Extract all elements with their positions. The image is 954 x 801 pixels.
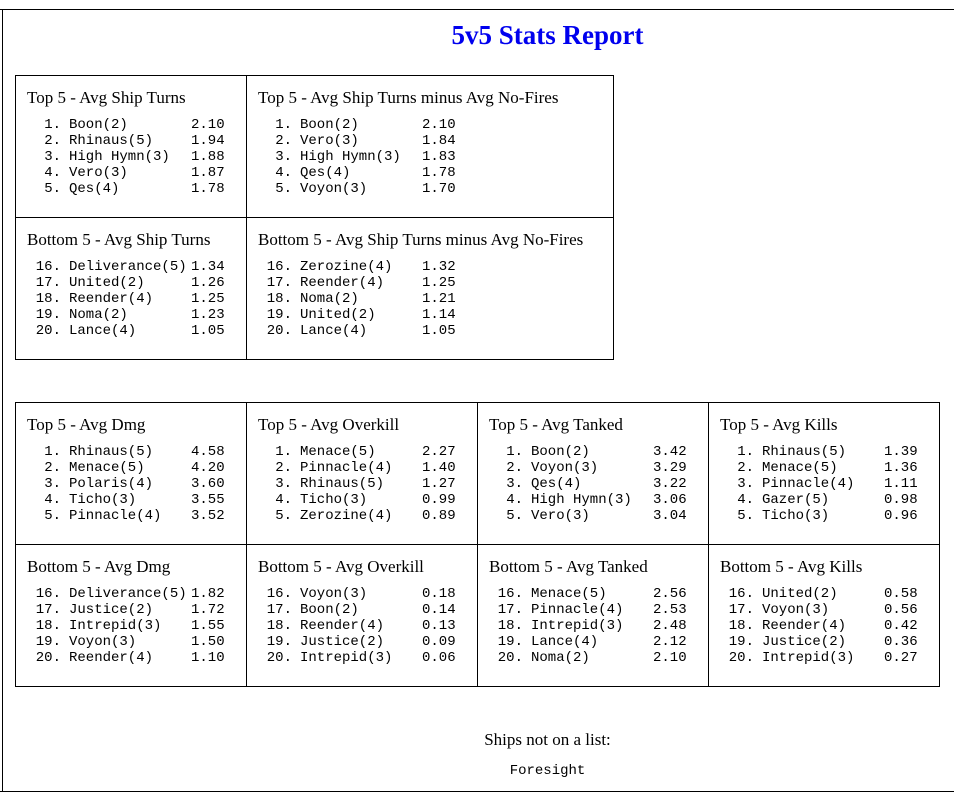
rank-number: 1.	[275, 444, 292, 460]
ship-name: Boon(2)	[300, 117, 359, 133]
page-title: 5v5 Stats Report	[451, 20, 644, 50]
ranking-row	[258, 323, 603, 339]
ranking-row	[258, 307, 603, 323]
ranking-row	[27, 634, 236, 650]
ship-name: Qes(4)	[531, 476, 582, 492]
rank-number: 1.	[275, 117, 292, 133]
ranking-row	[27, 460, 236, 476]
ship-name: Polaris(4)	[69, 476, 154, 492]
ranking-row	[27, 586, 236, 602]
rank-number: 17.	[497, 602, 523, 618]
ship-name: Gazer(5)	[762, 492, 830, 508]
ranking-row	[258, 508, 467, 524]
stat-value: 2.12	[653, 634, 687, 650]
rank-number: 2.	[506, 460, 523, 476]
stat-panel-top-5-avg-dmg	[16, 403, 247, 545]
ship-name: Reender(4)	[762, 618, 847, 634]
ranking-row	[720, 508, 929, 524]
stat-panel-title: Top 5 - Avg Dmg	[27, 415, 146, 434]
rank-number: 18.	[266, 618, 292, 634]
stat-value: 1.87	[191, 165, 225, 181]
rank-number: 17.	[35, 602, 61, 618]
ranking-row	[489, 634, 698, 650]
ranking-row	[489, 586, 698, 602]
stat-value: 1.21	[422, 291, 456, 307]
ship-name: Menace(5)	[531, 586, 607, 602]
ship-name: Menace(5)	[762, 460, 838, 476]
stat-value: 0.09	[422, 634, 456, 650]
rank-number: 1.	[44, 444, 61, 460]
stat-value: 3.29	[653, 460, 687, 476]
stat-value: 3.22	[653, 476, 687, 492]
stat-value: 0.27	[884, 650, 918, 666]
stat-value: 3.42	[653, 444, 687, 460]
ship-name: Lance(4)	[531, 634, 599, 650]
ranking-list	[27, 586, 236, 666]
ranking-row	[27, 259, 236, 275]
ship-name: Ticho(3)	[762, 508, 830, 524]
stat-value: 1.05	[191, 323, 225, 339]
ranking-row	[27, 476, 236, 492]
ship-name: Justice(2)	[69, 602, 154, 618]
ship-name: United(2)	[69, 275, 145, 291]
bottom-divider	[0, 791, 954, 792]
rank-number: 2.	[44, 460, 61, 476]
rank-number: 1.	[44, 117, 61, 133]
stat-value: 2.10	[191, 117, 225, 133]
stat-value: 1.11	[884, 476, 918, 492]
rank-number: 20.	[35, 323, 61, 339]
stat-value: 1.84	[422, 133, 456, 149]
rank-number: 4.	[506, 492, 523, 508]
stat-value: 1.10	[191, 650, 225, 666]
stat-value: 1.27	[422, 476, 456, 492]
ship-name: Menace(5)	[69, 460, 145, 476]
stat-value: 1.23	[191, 307, 225, 323]
rank-number: 17.	[266, 275, 292, 291]
ranking-row	[258, 476, 467, 492]
stat-panel-title: Top 5 - Avg Tanked	[489, 415, 623, 434]
ship-name: High Hymn(3)	[300, 149, 401, 165]
rank-number: 18.	[497, 618, 523, 634]
rank-number: 18.	[266, 291, 292, 307]
ship-name: Menace(5)	[300, 444, 376, 460]
rank-number: 16.	[728, 586, 754, 602]
ranking-list	[720, 444, 929, 524]
ranking-row	[27, 117, 236, 133]
ranking-row	[720, 492, 929, 508]
ship-name: High Hymn(3)	[69, 149, 170, 165]
ship-name: Deliverance(5)	[69, 586, 187, 602]
ship-name: Boon(2)	[69, 117, 128, 133]
ranking-row	[489, 602, 698, 618]
top-divider	[0, 9, 954, 10]
stat-value: 3.04	[653, 508, 687, 524]
rank-number: 19.	[35, 307, 61, 323]
ship-name: Zerozine(4)	[300, 508, 393, 524]
ranking-row	[489, 492, 698, 508]
ranking-row	[27, 291, 236, 307]
ship-name: Lance(4)	[69, 323, 137, 339]
stat-value: 1.72	[191, 602, 225, 618]
stat-value: 2.27	[422, 444, 456, 460]
stat-value: 0.42	[884, 618, 918, 634]
ranking-row	[258, 149, 603, 165]
stat-value: 2.10	[653, 650, 687, 666]
rank-number: 2.	[275, 460, 292, 476]
turns-stats-table	[15, 75, 614, 360]
ranking-list	[258, 259, 603, 339]
ranking-row	[258, 133, 603, 149]
stat-value: 0.99	[422, 492, 456, 508]
ship-name: Reender(4)	[300, 275, 385, 291]
ship-name: Reender(4)	[300, 618, 385, 634]
rank-number: 4.	[44, 165, 61, 181]
stat-panel-title: Bottom 5 - Avg Ship Turns minus Avg No-Fires	[258, 230, 584, 249]
ranking-row	[27, 149, 236, 165]
stat-panel-bottom-5-avg-dmg	[16, 545, 247, 687]
ship-name: Vero(3)	[300, 133, 359, 149]
rank-number: 4.	[44, 492, 61, 508]
stat-value: 4.20	[191, 460, 225, 476]
ranking-row	[27, 307, 236, 323]
ship-name: Justice(2)	[300, 634, 385, 650]
rank-number: 19.	[266, 634, 292, 650]
ranking-row	[27, 492, 236, 508]
ranking-row	[258, 460, 467, 476]
ranking-row	[489, 460, 698, 476]
ship-name: Noma(2)	[300, 291, 359, 307]
stat-value: 1.25	[191, 291, 225, 307]
stat-value: 1.40	[422, 460, 456, 476]
ship-name: Pinnacle(4)	[300, 460, 393, 476]
ranking-list	[27, 259, 236, 339]
rank-number: 20.	[35, 650, 61, 666]
rank-number: 4.	[737, 492, 754, 508]
ranking-list	[258, 117, 603, 197]
rank-number: 3.	[44, 476, 61, 492]
stat-panel-bottom-5-avg-overkill	[247, 545, 478, 687]
ranking-row	[720, 460, 929, 476]
rank-number: 2.	[275, 133, 292, 149]
rank-number: 1.	[737, 444, 754, 460]
rank-number: 19.	[497, 634, 523, 650]
rank-number: 16.	[266, 259, 292, 275]
rank-number: 17.	[35, 275, 61, 291]
rank-number: 20.	[497, 650, 523, 666]
rank-number: 1.	[506, 444, 523, 460]
rank-number: 20.	[266, 650, 292, 666]
ranking-row	[27, 508, 236, 524]
ship-name: Noma(2)	[531, 650, 590, 666]
ranking-list	[258, 444, 467, 524]
stat-panel-title: Top 5 - Avg Overkill	[258, 415, 400, 434]
rank-number: 19.	[728, 634, 754, 650]
stat-value: 3.55	[191, 492, 225, 508]
ship-name: Pinnacle(4)	[762, 476, 855, 492]
rank-number: 18.	[35, 618, 61, 634]
ship-name: United(2)	[300, 307, 376, 323]
unlisted-ships-label: Ships not on a list:	[484, 730, 611, 749]
unlisted-ships-list: Foresight	[509, 763, 586, 779]
stat-value: 2.53	[653, 602, 687, 618]
ranking-list	[489, 444, 698, 524]
rank-number: 2.	[44, 133, 61, 149]
stat-value: 3.06	[653, 492, 687, 508]
stats-table-row	[16, 218, 614, 360]
stat-panel-title: Top 5 - Avg Ship Turns minus Avg No-Fires	[258, 88, 559, 107]
ranking-list	[720, 586, 929, 666]
rank-number: 16.	[266, 586, 292, 602]
stats-table-row	[16, 403, 940, 545]
ranking-row	[720, 444, 929, 460]
ship-name: Qes(4)	[300, 165, 351, 181]
rank-number: 20.	[728, 650, 754, 666]
stat-value: 1.94	[191, 133, 225, 149]
stat-value: 4.58	[191, 444, 225, 460]
ship-name: Voyon(3)	[300, 586, 368, 602]
stat-value: 0.36	[884, 634, 918, 650]
ranking-row	[27, 323, 236, 339]
stat-value: 1.78	[191, 181, 225, 197]
ship-name: Intrepid(3)	[69, 618, 162, 634]
ranking-row	[27, 444, 236, 460]
stat-value: 0.56	[884, 602, 918, 618]
stat-value: 0.06	[422, 650, 456, 666]
ship-name: United(2)	[762, 586, 838, 602]
stat-value: 1.34	[191, 259, 225, 275]
ranking-row	[720, 586, 929, 602]
ranking-row	[720, 476, 929, 492]
stat-panel-bottom-5-avg-ship-turns	[16, 218, 247, 360]
rank-number: 17.	[728, 602, 754, 618]
rank-number: 5.	[737, 508, 754, 524]
ship-name: Voyon(3)	[69, 634, 137, 650]
ship-name: Rhinaus(5)	[300, 476, 385, 492]
ranking-row	[489, 444, 698, 460]
stat-panel-title: Bottom 5 - Avg Kills	[720, 557, 863, 576]
stat-panel-title: Bottom 5 - Avg Dmg	[27, 557, 171, 576]
rank-number: 3.	[44, 149, 61, 165]
rank-number: 5.	[44, 181, 61, 197]
ranking-row	[258, 259, 603, 275]
rank-number: 20.	[266, 323, 292, 339]
rank-number: 5.	[506, 508, 523, 524]
stat-panel-title: Bottom 5 - Avg Ship Turns	[27, 230, 211, 249]
stat-value: 0.13	[422, 618, 456, 634]
ship-name: Voyon(3)	[762, 602, 830, 618]
ship-name: Rhinaus(5)	[762, 444, 847, 460]
rank-number: 3.	[737, 476, 754, 492]
stat-value: 1.50	[191, 634, 225, 650]
stat-value: 0.96	[884, 508, 918, 524]
ranking-row	[489, 476, 698, 492]
ship-name: Reender(4)	[69, 650, 154, 666]
left-border	[2, 9, 3, 792]
rank-number: 16.	[35, 259, 61, 275]
stats-table-row	[16, 545, 940, 687]
stat-value: 1.32	[422, 259, 456, 275]
stat-value: 1.55	[191, 618, 225, 634]
stat-panel-title: Top 5 - Avg Ship Turns	[27, 88, 186, 107]
stat-value: 1.26	[191, 275, 225, 291]
stat-value: 0.89	[422, 508, 456, 524]
ranking-row	[258, 618, 467, 634]
ranking-row	[27, 181, 236, 197]
ship-name: Ticho(3)	[300, 492, 368, 508]
stat-value: 0.18	[422, 586, 456, 602]
ranking-row	[27, 618, 236, 634]
ranking-row	[258, 165, 603, 181]
ranking-row	[720, 634, 929, 650]
stat-value: 2.48	[653, 618, 687, 634]
stat-value: 2.10	[422, 117, 456, 133]
ranking-row	[258, 492, 467, 508]
ranking-row	[258, 586, 467, 602]
stat-panel-top-5-avg-tanked	[478, 403, 709, 545]
ranking-list	[27, 117, 236, 197]
stat-value: 3.52	[191, 508, 225, 524]
stat-value: 1.05	[422, 323, 456, 339]
ranking-row	[27, 165, 236, 181]
ship-name: Voyon(3)	[300, 181, 368, 197]
ranking-row	[258, 181, 603, 197]
stats-table-row	[16, 76, 614, 218]
stat-panel-title: Bottom 5 - Avg Tanked	[489, 557, 648, 576]
rank-number: 5.	[44, 508, 61, 524]
stat-panel-bottom-5-avg-kills	[709, 545, 940, 687]
ship-name: Pinnacle(4)	[531, 602, 624, 618]
ship-name: Zerozine(4)	[300, 259, 393, 275]
stat-value: 3.60	[191, 476, 225, 492]
ship-name: Justice(2)	[762, 634, 847, 650]
ship-name: Intrepid(3)	[300, 650, 393, 666]
stat-value: 1.39	[884, 444, 918, 460]
ship-name: Ticho(3)	[69, 492, 137, 508]
stat-value: 1.83	[422, 149, 456, 165]
stat-value: 0.98	[884, 492, 918, 508]
ship-name: Boon(2)	[300, 602, 359, 618]
stat-value: 1.78	[422, 165, 456, 181]
stat-panel-top-5-avg-kills	[709, 403, 940, 545]
rank-number: 16.	[35, 586, 61, 602]
rank-number: 19.	[266, 307, 292, 323]
ship-name: Boon(2)	[531, 444, 590, 460]
stat-panel-top-5-avg-overkill	[247, 403, 478, 545]
rank-number: 18.	[728, 618, 754, 634]
rank-number: 3.	[506, 476, 523, 492]
rank-number: 5.	[275, 181, 292, 197]
ranking-row	[258, 634, 467, 650]
rank-number: 16.	[497, 586, 523, 602]
ranking-row	[27, 650, 236, 666]
stat-value: 1.36	[884, 460, 918, 476]
rank-number: 4.	[275, 492, 292, 508]
ranking-row	[720, 650, 929, 666]
stat-value: 1.14	[422, 307, 456, 323]
ship-name: Noma(2)	[69, 307, 128, 323]
ship-name: Pinnacle(4)	[69, 508, 162, 524]
ship-name: Rhinaus(5)	[69, 133, 154, 149]
stat-panel-title: Bottom 5 - Avg Overkill	[258, 557, 424, 576]
stat-value: 1.70	[422, 181, 456, 197]
ship-name: Deliverance(5)	[69, 259, 187, 275]
stat-value: 1.82	[191, 586, 225, 602]
ranking-row	[258, 602, 467, 618]
stat-panel-top-5-avg-ship-turns	[16, 76, 247, 218]
ranking-row	[720, 602, 929, 618]
rank-number: 5.	[275, 508, 292, 524]
ship-name: Vero(3)	[531, 508, 590, 524]
ranking-row	[258, 444, 467, 460]
ranking-row	[258, 275, 603, 291]
rank-number: 3.	[275, 149, 292, 165]
ship-name: Lance(4)	[300, 323, 368, 339]
combat-stats-table	[15, 402, 940, 687]
ship-name: Vero(3)	[69, 165, 128, 181]
ranking-row	[489, 508, 698, 524]
stat-panel-title: Top 5 - Avg Kills	[720, 415, 838, 434]
rank-number: 17.	[266, 602, 292, 618]
ranking-row	[489, 618, 698, 634]
stat-panel-bottom-5-avg-ship-turns-minus-avg-no-fires	[247, 218, 614, 360]
ranking-list	[489, 586, 698, 666]
ranking-list	[27, 444, 236, 524]
rank-number: 19.	[35, 634, 61, 650]
stat-value: 0.14	[422, 602, 456, 618]
stat-value: 2.56	[653, 586, 687, 602]
ranking-row	[258, 291, 603, 307]
ranking-row	[258, 650, 467, 666]
stat-panel-top-5-avg-ship-turns-minus-avg-no-fires	[247, 76, 614, 218]
ship-name: Reender(4)	[69, 291, 154, 307]
rank-number: 3.	[275, 476, 292, 492]
ranking-row	[720, 618, 929, 634]
stat-value: 1.25	[422, 275, 456, 291]
ranking-row	[258, 117, 603, 133]
ranking-list	[258, 586, 467, 666]
ship-name: Qes(4)	[69, 181, 120, 197]
rank-number: 4.	[275, 165, 292, 181]
stat-value: 1.88	[191, 149, 225, 165]
stat-panel-bottom-5-avg-tanked	[478, 545, 709, 687]
ranking-row	[27, 275, 236, 291]
ship-name: Voyon(3)	[531, 460, 599, 476]
ship-name: Intrepid(3)	[531, 618, 624, 634]
ship-name: High Hymn(3)	[531, 492, 632, 508]
ranking-row	[27, 602, 236, 618]
stat-value: 0.58	[884, 586, 918, 602]
ranking-row	[27, 133, 236, 149]
ship-name: Rhinaus(5)	[69, 444, 154, 460]
rank-number: 2.	[737, 460, 754, 476]
ranking-row	[489, 650, 698, 666]
ship-name: Intrepid(3)	[762, 650, 855, 666]
rank-number: 18.	[35, 291, 61, 307]
